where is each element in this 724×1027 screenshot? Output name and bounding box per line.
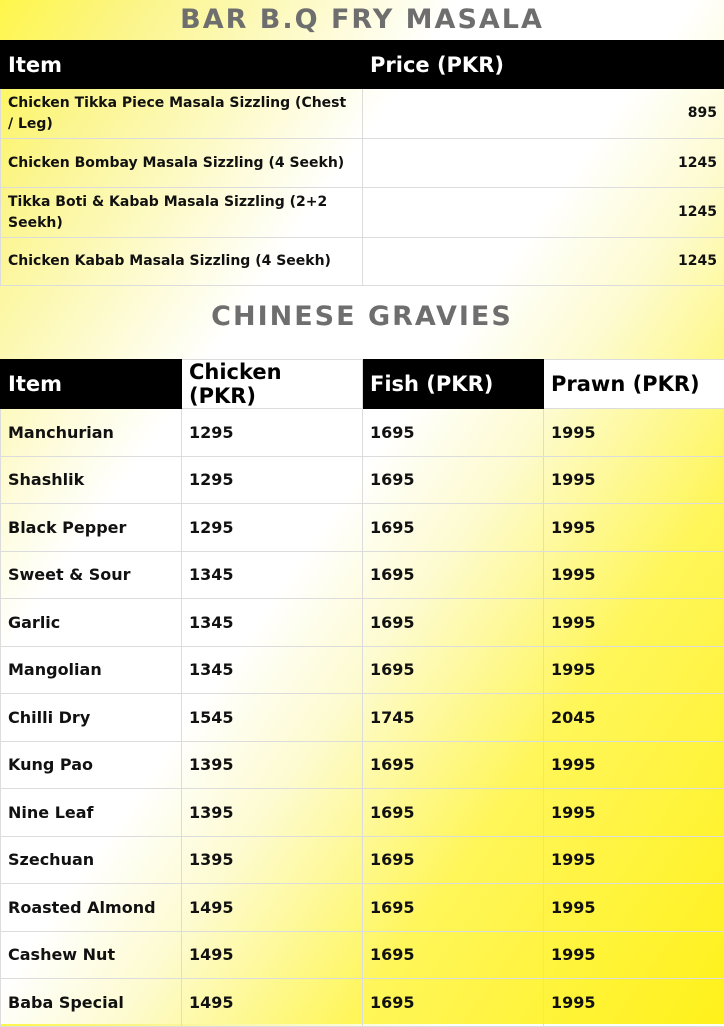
fish-price: 1695 bbox=[363, 979, 544, 1027]
prawn-price: 1995 bbox=[544, 789, 724, 837]
fish-price: 1695 bbox=[363, 789, 544, 837]
prawn-price: 1995 bbox=[544, 836, 724, 884]
table-row bbox=[1, 836, 724, 884]
chicken-price: 1295 bbox=[182, 456, 363, 504]
table-row bbox=[1, 789, 724, 837]
item-price: 895 bbox=[363, 89, 724, 139]
fish-price: 1695 bbox=[363, 931, 544, 979]
column-header-price: Price (PKR) bbox=[363, 41, 724, 89]
fish-price: 1695 bbox=[363, 599, 544, 647]
table-row bbox=[1, 409, 724, 457]
item-name: Tikka Boti & Kabab Masala Sizzling (2+2 Seekh) bbox=[1, 188, 363, 238]
prawn-price: 1995 bbox=[544, 456, 724, 504]
chicken-price: 1495 bbox=[182, 931, 363, 979]
fish-price: 1695 bbox=[363, 741, 544, 789]
item-price: 1245 bbox=[363, 188, 724, 238]
item-name: Sweet & Sour bbox=[1, 551, 182, 599]
item-name: Cashew Nut bbox=[1, 931, 182, 979]
table-row bbox=[1, 504, 724, 552]
item-name: Chilli Dry bbox=[1, 694, 182, 742]
item-name: Roasted Almond bbox=[1, 884, 182, 932]
item-name: Chicken Kabab Masala Sizzling (4 Seekh) bbox=[1, 238, 363, 286]
item-name: Baba Special bbox=[1, 979, 182, 1027]
fish-price: 1695 bbox=[363, 884, 544, 932]
section-title-bbq: BAR B.Q FRY MASALA bbox=[0, 2, 724, 38]
section-title-chinese: CHINESE GRAVIES bbox=[0, 298, 724, 336]
prawn-price: 1995 bbox=[544, 551, 724, 599]
item-price: 1245 bbox=[363, 139, 724, 188]
table-header-row bbox=[1, 41, 724, 89]
item-name: Mangolian bbox=[1, 646, 182, 694]
table-row bbox=[1, 456, 724, 504]
chicken-price: 1295 bbox=[182, 504, 363, 552]
chicken-price: 1295 bbox=[182, 409, 363, 457]
prawn-price: 1995 bbox=[544, 504, 724, 552]
item-name: Manchurian bbox=[1, 409, 182, 457]
prawn-price: 1995 bbox=[544, 409, 724, 457]
bbq-price-table bbox=[0, 40, 724, 286]
prawn-price: 1995 bbox=[544, 979, 724, 1027]
column-header-chicken: Chicken (PKR) bbox=[182, 360, 363, 409]
chicken-price: 1495 bbox=[182, 979, 363, 1027]
table-row bbox=[1, 741, 724, 789]
table-row bbox=[1, 884, 724, 932]
chicken-price: 1345 bbox=[182, 646, 363, 694]
table-row bbox=[1, 238, 724, 286]
prawn-price: 1995 bbox=[544, 599, 724, 647]
chicken-price: 1345 bbox=[182, 599, 363, 647]
chicken-price: 1395 bbox=[182, 789, 363, 837]
table-row bbox=[1, 646, 724, 694]
chicken-price: 1495 bbox=[182, 884, 363, 932]
column-header-item: Item bbox=[1, 360, 182, 409]
prawn-price: 1995 bbox=[544, 884, 724, 932]
fish-price: 1745 bbox=[363, 694, 544, 742]
prawn-price: 1995 bbox=[544, 646, 724, 694]
column-header-item: Item bbox=[1, 41, 363, 89]
chicken-price: 1395 bbox=[182, 836, 363, 884]
prawn-price: 2045 bbox=[544, 694, 724, 742]
chicken-price: 1345 bbox=[182, 551, 363, 599]
item-name: Szechuan bbox=[1, 836, 182, 884]
fish-price: 1695 bbox=[363, 504, 544, 552]
table-row bbox=[1, 694, 724, 742]
item-name: Kung Pao bbox=[1, 741, 182, 789]
item-name: Nine Leaf bbox=[1, 789, 182, 837]
fish-price: 1695 bbox=[363, 551, 544, 599]
chicken-price: 1545 bbox=[182, 694, 363, 742]
item-name: Garlic bbox=[1, 599, 182, 647]
column-header-fish: Fish (PKR) bbox=[363, 360, 544, 409]
prawn-price: 1995 bbox=[544, 741, 724, 789]
table-row bbox=[1, 931, 724, 979]
table-row bbox=[1, 139, 724, 188]
table-row bbox=[1, 551, 724, 599]
fish-price: 1695 bbox=[363, 409, 544, 457]
item-name: Chicken Bombay Masala Sizzling (4 Seekh) bbox=[1, 139, 363, 188]
item-name: Chicken Tikka Piece Masala Sizzling (Chest / Leg) bbox=[1, 89, 363, 139]
fish-price: 1695 bbox=[363, 456, 544, 504]
chinese-gravies-table bbox=[0, 359, 724, 1027]
table-row bbox=[1, 979, 724, 1027]
fish-price: 1695 bbox=[363, 836, 544, 884]
chicken-price: 1395 bbox=[182, 741, 363, 789]
table-row bbox=[1, 188, 724, 238]
item-name: Black Pepper bbox=[1, 504, 182, 552]
table-header-row bbox=[1, 360, 724, 409]
table-row bbox=[1, 89, 724, 139]
fish-price: 1695 bbox=[363, 646, 544, 694]
column-header-prawn: Prawn (PKR) bbox=[544, 360, 724, 409]
prawn-price: 1995 bbox=[544, 931, 724, 979]
table-row bbox=[1, 599, 724, 647]
item-name: Shashlik bbox=[1, 456, 182, 504]
item-price: 1245 bbox=[363, 238, 724, 286]
